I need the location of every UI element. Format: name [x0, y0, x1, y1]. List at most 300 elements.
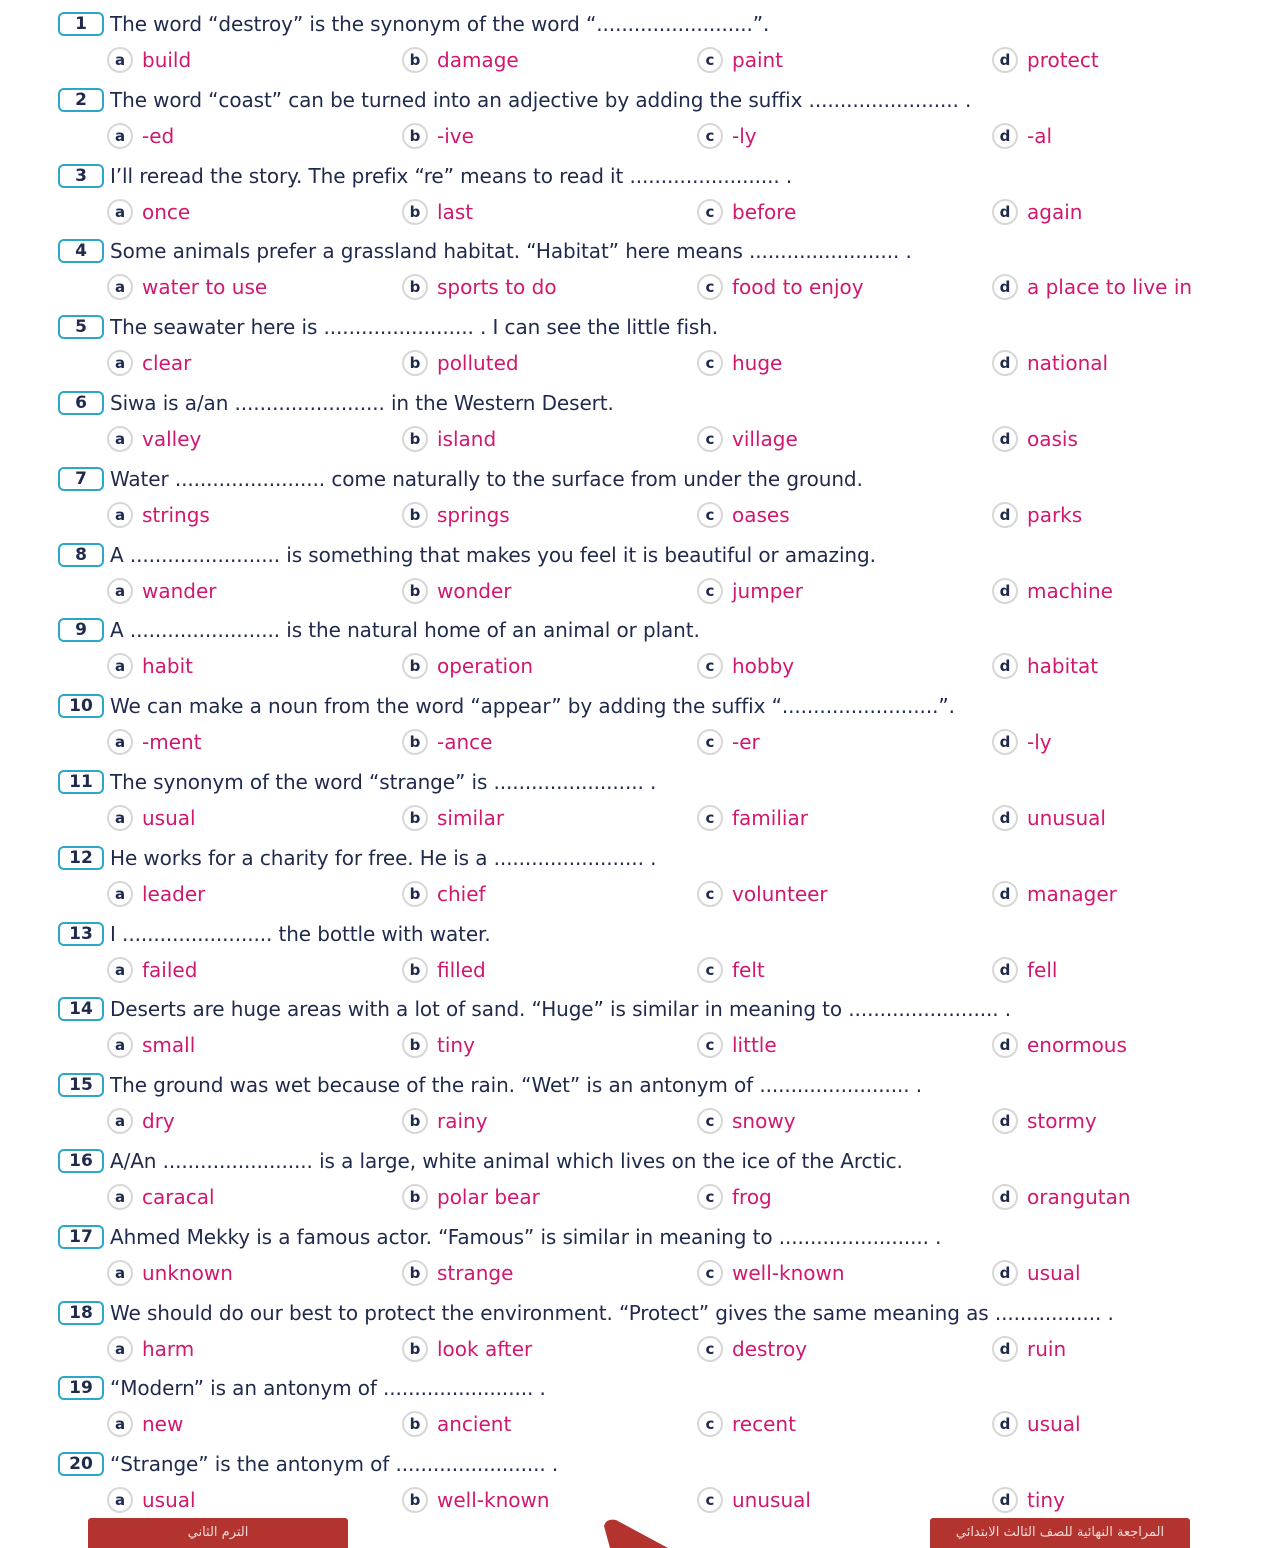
- answer-option-a[interactable]: [107, 577, 217, 605]
- answer-option-c[interactable]: [697, 273, 864, 301]
- option-letter-badge: b: [402, 426, 428, 452]
- option-text: again: [1027, 199, 1083, 224]
- option-letter-badge: a: [107, 1411, 133, 1437]
- option-letter-badge: d: [992, 199, 1018, 225]
- answer-option-b[interactable]: [402, 1183, 540, 1211]
- option-text: unknown: [142, 1260, 233, 1285]
- option-letter-badge: a: [107, 274, 133, 300]
- option-text: unusual: [732, 1488, 811, 1513]
- answer-option-b[interactable]: [402, 1107, 488, 1135]
- option-letter-badge: c: [697, 653, 723, 679]
- answer-option-b[interactable]: [402, 804, 504, 832]
- option-text: snowy: [732, 1109, 796, 1134]
- answer-option-b[interactable]: [402, 273, 557, 301]
- answer-option-c[interactable]: [697, 1410, 796, 1438]
- question-block: [0, 1374, 1265, 1450]
- answer-option-c[interactable]: [697, 198, 796, 226]
- question-block: [0, 616, 1265, 692]
- option-letter-badge: d: [992, 426, 1018, 452]
- option-text: felt: [732, 957, 765, 982]
- question-line: [58, 995, 1011, 1023]
- answer-option-a[interactable]: [107, 956, 197, 984]
- option-text: water to use: [142, 275, 268, 300]
- question-text: We can make a noun from the word “appear” by adding the suffix “.........................”.: [110, 694, 955, 719]
- answer-option-b[interactable]: [402, 198, 473, 226]
- answer-option-c[interactable]: [697, 1107, 796, 1135]
- option-letter-badge: c: [697, 1108, 723, 1134]
- option-text: island: [437, 427, 497, 451]
- answer-option-b[interactable]: [402, 880, 486, 908]
- option-text: recent: [732, 1412, 796, 1437]
- option-text: -ive: [437, 123, 474, 148]
- answer-option-c[interactable]: [697, 1486, 811, 1514]
- answer-option-d[interactable]: [992, 122, 1052, 150]
- option-text: -er: [732, 730, 760, 755]
- question-number: 18: [58, 1301, 104, 1325]
- option-letter-badge: d: [992, 123, 1018, 149]
- option-text: leader: [142, 881, 206, 906]
- footer-tab-left-label: الترم الثاني: [187, 1525, 249, 1540]
- footer-arrow-icon: [600, 1518, 670, 1548]
- question-line: [58, 1374, 546, 1402]
- option-letter-badge: a: [107, 1184, 133, 1210]
- question-line: [58, 1223, 941, 1251]
- option-text: operation: [437, 654, 534, 679]
- option-text: stormy: [1027, 1109, 1097, 1134]
- question-block: [0, 844, 1265, 920]
- option-letter-badge: b: [402, 653, 428, 679]
- option-text: usual: [142, 806, 196, 830]
- answer-option-d[interactable]: [992, 1486, 1065, 1514]
- answer-option-d[interactable]: [992, 880, 1117, 908]
- option-text: last: [437, 199, 474, 224]
- answer-option-b[interactable]: [402, 46, 519, 74]
- option-letter-badge: c: [697, 1260, 723, 1286]
- option-text: a place to live in: [1027, 275, 1193, 300]
- answer-option-d[interactable]: [992, 1107, 1097, 1135]
- answer-option-d[interactable]: [992, 1335, 1066, 1363]
- option-letter-badge: a: [107, 957, 133, 983]
- question-text: The word “destroy” is the synonym of the word “.........................”.: [110, 12, 770, 36]
- answer-option-a[interactable]: [107, 198, 190, 226]
- option-text: springs: [437, 502, 510, 527]
- question-block: [0, 465, 1265, 541]
- answer-option-a[interactable]: [107, 1031, 195, 1059]
- option-letter-badge: c: [697, 1487, 723, 1513]
- option-letter-badge: d: [992, 1336, 1018, 1362]
- question-number: 17: [58, 1225, 104, 1249]
- option-text: filled: [437, 957, 486, 982]
- option-letter-badge: c: [697, 881, 723, 907]
- question-block: [0, 86, 1265, 162]
- option-text: -al: [1027, 123, 1053, 148]
- question-block: [0, 389, 1265, 465]
- option-letter-badge: b: [402, 1336, 428, 1362]
- option-letter-badge: b: [402, 1108, 428, 1134]
- question-line: [58, 844, 656, 872]
- question-line: [58, 237, 912, 265]
- answer-option-c[interactable]: [697, 501, 790, 529]
- option-letter-badge: d: [992, 350, 1018, 376]
- option-text: valley: [142, 427, 202, 451]
- option-text: new: [142, 1412, 184, 1437]
- question-line: [58, 465, 863, 493]
- question-block: [0, 541, 1265, 617]
- answer-option-d[interactable]: [992, 198, 1082, 226]
- option-text: huge: [732, 351, 783, 376]
- option-text: parks: [1027, 502, 1083, 527]
- option-letter-badge: c: [697, 350, 723, 376]
- option-letter-badge: a: [107, 729, 133, 755]
- option-letter-badge: c: [697, 123, 723, 149]
- option-letter-badge: c: [697, 729, 723, 755]
- answer-option-b[interactable]: [402, 577, 512, 605]
- option-letter-badge: c: [697, 274, 723, 300]
- answer-option-b[interactable]: [402, 425, 496, 453]
- option-text: unusual: [1027, 806, 1106, 830]
- answer-option-c[interactable]: [697, 1183, 772, 1211]
- answer-option-a[interactable]: [107, 46, 191, 74]
- answer-option-d[interactable]: [992, 1259, 1081, 1287]
- answer-option-a[interactable]: [107, 425, 201, 453]
- question-number: 20: [58, 1452, 104, 1476]
- question-line: [58, 313, 718, 341]
- option-letter-badge: b: [402, 729, 428, 755]
- answer-option-b[interactable]: [402, 956, 486, 984]
- answer-option-a[interactable]: [107, 501, 210, 529]
- answer-option-c[interactable]: [697, 1259, 845, 1287]
- question-number: 6: [58, 391, 104, 415]
- option-text: well-known: [732, 1260, 845, 1285]
- question-text: Water ........................ come naturally to the surface from under the ground.: [110, 466, 863, 491]
- question-block: [0, 1450, 1265, 1526]
- option-text: look after: [437, 1336, 533, 1361]
- answer-option-b[interactable]: [402, 349, 519, 377]
- option-letter-badge: c: [697, 199, 723, 225]
- answer-option-a[interactable]: [107, 1183, 215, 1211]
- option-letter-badge: c: [697, 1411, 723, 1437]
- question-number: 16: [58, 1149, 104, 1173]
- option-text: food to enjoy: [732, 275, 864, 300]
- answer-option-d[interactable]: [992, 1031, 1127, 1059]
- option-letter-badge: c: [697, 1032, 723, 1058]
- option-text: wander: [142, 578, 217, 603]
- option-text: jumper: [732, 578, 803, 603]
- answer-option-a[interactable]: [107, 1259, 233, 1287]
- option-letter-badge: b: [402, 199, 428, 225]
- option-text: protect: [1027, 48, 1099, 72]
- answer-option-c[interactable]: [697, 804, 808, 832]
- answer-option-c[interactable]: [697, 577, 803, 605]
- answer-option-c[interactable]: [697, 349, 782, 377]
- option-text: oases: [732, 502, 790, 527]
- question-text: A/An ........................ is a large, white animal which lives on the ice of the Arctic.: [110, 1149, 903, 1173]
- question-text: Siwa is a/an ........................ in the Western Desert.: [110, 391, 614, 415]
- question-line: [58, 920, 491, 948]
- question-text: I ........................ the bottle with water.: [110, 921, 491, 946]
- answer-option-c[interactable]: [697, 122, 757, 150]
- option-text: caracal: [142, 1185, 215, 1209]
- question-number: 2: [58, 88, 104, 112]
- option-text: fell: [1027, 957, 1058, 982]
- option-letter-badge: c: [697, 1336, 723, 1362]
- answer-option-a[interactable]: [107, 804, 196, 832]
- option-text: orangutan: [1027, 1185, 1131, 1209]
- option-text: damage: [437, 48, 519, 72]
- question-number: 4: [58, 239, 104, 263]
- question-text: “Strange” is the antonym of ........................ .: [110, 1452, 559, 1477]
- question-block: [0, 1071, 1265, 1147]
- answer-option-d[interactable]: [992, 728, 1052, 756]
- option-text: usual: [1027, 1412, 1081, 1437]
- question-number: 19: [58, 1376, 104, 1400]
- question-line: [58, 1071, 922, 1099]
- option-text: usual: [142, 1488, 196, 1513]
- question-block: [0, 10, 1265, 86]
- option-letter-badge: d: [992, 1184, 1018, 1210]
- option-letter-badge: a: [107, 502, 133, 528]
- option-text: polar bear: [437, 1185, 540, 1209]
- answer-option-b[interactable]: [402, 728, 492, 756]
- option-text: -ly: [732, 123, 757, 148]
- answer-option-d[interactable]: [992, 349, 1108, 377]
- answer-option-c[interactable]: [697, 1031, 777, 1059]
- question-number: 10: [58, 694, 104, 718]
- answer-option-a[interactable]: [107, 273, 267, 301]
- option-letter-badge: d: [992, 578, 1018, 604]
- footer-tab-right: [930, 1518, 1190, 1548]
- question-text: A ........................ is something that makes you feel it is beautiful or amazing.: [110, 542, 876, 567]
- option-letter-badge: b: [402, 957, 428, 983]
- question-block: [0, 1223, 1265, 1299]
- option-text: failed: [142, 957, 198, 982]
- option-letter-badge: a: [107, 1487, 133, 1513]
- question-number: 13: [58, 922, 104, 946]
- question-text: The word “coast” can be turned into an adjective by adding the suffix ........................ .: [110, 87, 972, 112]
- option-text: volunteer: [732, 881, 828, 906]
- option-letter-badge: c: [697, 502, 723, 528]
- option-text: wonder: [437, 578, 512, 603]
- answer-option-d[interactable]: [992, 501, 1082, 529]
- option-letter-badge: d: [992, 1260, 1018, 1286]
- option-text: once: [142, 199, 191, 224]
- option-text: frog: [732, 1185, 772, 1209]
- question-text: “Modern” is an antonym of ........................ .: [110, 1376, 546, 1401]
- option-letter-badge: a: [107, 1108, 133, 1134]
- option-letter-badge: a: [107, 578, 133, 604]
- option-text: similar: [437, 806, 505, 830]
- option-letter-badge: b: [402, 274, 428, 300]
- option-letter-badge: b: [402, 350, 428, 376]
- question-line: [58, 616, 700, 644]
- option-letter-badge: a: [107, 123, 133, 149]
- option-letter-badge: a: [107, 1260, 133, 1286]
- question-text: The seawater here is ........................ . I can see the little fish.: [110, 315, 719, 340]
- answer-option-a[interactable]: [107, 349, 191, 377]
- question-line: [58, 1299, 1114, 1327]
- option-letter-badge: d: [992, 729, 1018, 755]
- answer-option-a[interactable]: [107, 1335, 194, 1363]
- option-letter-badge: c: [697, 1184, 723, 1210]
- option-text: -ly: [1027, 730, 1052, 755]
- question-text: A ........................ is the natural home of an animal or plant.: [110, 618, 700, 643]
- option-letter-badge: c: [697, 47, 723, 73]
- question-text: I’ll reread the story. The prefix “re” means to read it ........................ .: [110, 163, 793, 188]
- answer-option-c[interactable]: [697, 956, 765, 984]
- answer-option-c[interactable]: [697, 425, 798, 453]
- option-letter-badge: b: [402, 1487, 428, 1513]
- answer-option-a[interactable]: [107, 122, 174, 150]
- answer-option-b[interactable]: [402, 501, 510, 529]
- option-text: clear: [142, 351, 192, 376]
- option-letter-badge: d: [992, 957, 1018, 983]
- option-letter-badge: a: [107, 1336, 133, 1362]
- option-text: polluted: [437, 351, 519, 376]
- answer-option-d[interactable]: [992, 273, 1192, 301]
- question-text: We should do our best to protect the environment. “Protect” gives the same meaning as ................. .: [110, 1300, 1114, 1325]
- question-text: The synonym of the word “strange” is ........................ .: [110, 770, 657, 794]
- option-letter-badge: b: [402, 1411, 428, 1437]
- option-text: dry: [142, 1109, 175, 1134]
- option-text: -ed: [142, 123, 175, 148]
- option-text: machine: [1027, 578, 1113, 603]
- option-text: sports to do: [437, 275, 557, 300]
- option-text: tiny: [1027, 1488, 1065, 1513]
- answer-option-b[interactable]: [402, 1486, 550, 1514]
- option-text: -ment: [142, 730, 202, 755]
- option-text: chief: [437, 881, 486, 906]
- question-line: [58, 86, 971, 114]
- question-block: [0, 162, 1265, 238]
- answer-option-c[interactable]: [697, 652, 794, 680]
- question-text: The ground was wet because of the rain. “Wet” is an antonym of ........................ .: [110, 1073, 923, 1098]
- answer-option-c[interactable]: [697, 728, 760, 756]
- question-block: [0, 237, 1265, 313]
- option-text: familiar: [732, 806, 808, 830]
- question-text: He works for a charity for free. He is a ........................ .: [110, 845, 657, 870]
- answer-option-a[interactable]: [107, 1410, 183, 1438]
- option-letter-badge: d: [992, 1108, 1018, 1134]
- option-letter-badge: b: [402, 1032, 428, 1058]
- answer-option-d[interactable]: [992, 1410, 1081, 1438]
- answer-option-d[interactable]: [992, 804, 1106, 832]
- option-letter-badge: a: [107, 1032, 133, 1058]
- answer-option-a[interactable]: [107, 728, 202, 756]
- option-text: hobby: [732, 654, 795, 679]
- option-letter-badge: a: [107, 426, 133, 452]
- question-number: 8: [58, 543, 104, 567]
- question-number: 14: [58, 997, 104, 1021]
- option-letter-badge: a: [107, 47, 133, 73]
- option-text: habit: [142, 654, 194, 679]
- option-letter-badge: d: [992, 274, 1018, 300]
- option-letter-badge: b: [402, 881, 428, 907]
- answer-option-a[interactable]: [107, 652, 193, 680]
- option-text: manager: [1027, 881, 1117, 906]
- answer-option-b[interactable]: [402, 1410, 511, 1438]
- option-letter-badge: c: [697, 805, 723, 831]
- question-text: Deserts are huge areas with a lot of sand. “Huge” is similar in meaning to ........................ .: [110, 997, 1011, 1022]
- option-text: usual: [1027, 1260, 1081, 1285]
- question-number: 3: [58, 164, 104, 188]
- option-text: -ance: [437, 730, 493, 755]
- answer-option-a[interactable]: [107, 1486, 196, 1514]
- option-text: strings: [142, 502, 210, 527]
- question-line: [58, 389, 614, 417]
- option-letter-badge: d: [992, 47, 1018, 73]
- question-text: Ahmed Mekky is a famous actor. “Famous” is similar in meaning to ........................ .: [110, 1224, 942, 1249]
- answer-option-d[interactable]: [992, 1183, 1131, 1211]
- question-line: [58, 162, 792, 190]
- answer-option-d[interactable]: [992, 425, 1078, 453]
- question-block: [0, 313, 1265, 389]
- option-letter-badge: d: [992, 1411, 1018, 1437]
- option-text: habitat: [1027, 654, 1099, 679]
- option-letter-badge: b: [402, 47, 428, 73]
- footer-tab-right-label: المراجعة النهائية للصف الثالث الابتدائي: [955, 1525, 1165, 1540]
- answer-option-b[interactable]: [402, 1259, 513, 1287]
- option-text: small: [142, 1033, 196, 1058]
- answer-option-b[interactable]: [402, 1031, 475, 1059]
- option-letter-badge: b: [402, 502, 428, 528]
- option-text: little: [732, 1033, 777, 1058]
- answer-option-b[interactable]: [402, 122, 474, 150]
- question-line: [58, 692, 955, 720]
- option-text: paint: [732, 48, 784, 72]
- option-letter-badge: c: [697, 578, 723, 604]
- footer-tab-left: [88, 1518, 348, 1548]
- option-text: national: [1027, 351, 1109, 376]
- answer-option-d[interactable]: [992, 577, 1113, 605]
- option-letter-badge: c: [697, 426, 723, 452]
- option-letter-badge: b: [402, 1184, 428, 1210]
- answer-option-c[interactable]: [697, 880, 828, 908]
- option-text: rainy: [437, 1109, 488, 1134]
- question-line: [58, 768, 656, 796]
- option-text: village: [732, 427, 798, 451]
- question-number: 1: [58, 12, 104, 36]
- option-letter-badge: d: [992, 881, 1018, 907]
- option-letter-badge: a: [107, 350, 133, 376]
- option-text: destroy: [732, 1336, 808, 1361]
- answer-option-c[interactable]: [697, 46, 783, 74]
- question-text: Some animals prefer a grassland habitat. “Habitat” here means ........................ .: [110, 239, 912, 264]
- answer-option-b[interactable]: [402, 652, 533, 680]
- option-text: harm: [142, 1336, 195, 1361]
- option-text: tiny: [437, 1033, 475, 1058]
- option-letter-badge: d: [992, 502, 1018, 528]
- option-text: oasis: [1027, 427, 1078, 451]
- option-letter-badge: d: [992, 653, 1018, 679]
- question-number: 12: [58, 846, 104, 870]
- answer-option-d[interactable]: [992, 46, 1099, 74]
- option-letter-badge: b: [402, 805, 428, 831]
- option-letter-badge: a: [107, 805, 133, 831]
- option-letter-badge: b: [402, 578, 428, 604]
- question-number: 5: [58, 315, 104, 339]
- answer-option-a[interactable]: [107, 1107, 175, 1135]
- answer-option-d[interactable]: [992, 652, 1098, 680]
- answer-option-a[interactable]: [107, 880, 205, 908]
- answer-option-d[interactable]: [992, 956, 1057, 984]
- question-number: 11: [58, 770, 104, 794]
- question-number: 9: [58, 618, 104, 642]
- question-line: [58, 541, 876, 569]
- answer-option-c[interactable]: [697, 1335, 807, 1363]
- question-block: [0, 920, 1265, 996]
- answer-option-b[interactable]: [402, 1335, 532, 1363]
- option-letter-badge: b: [402, 123, 428, 149]
